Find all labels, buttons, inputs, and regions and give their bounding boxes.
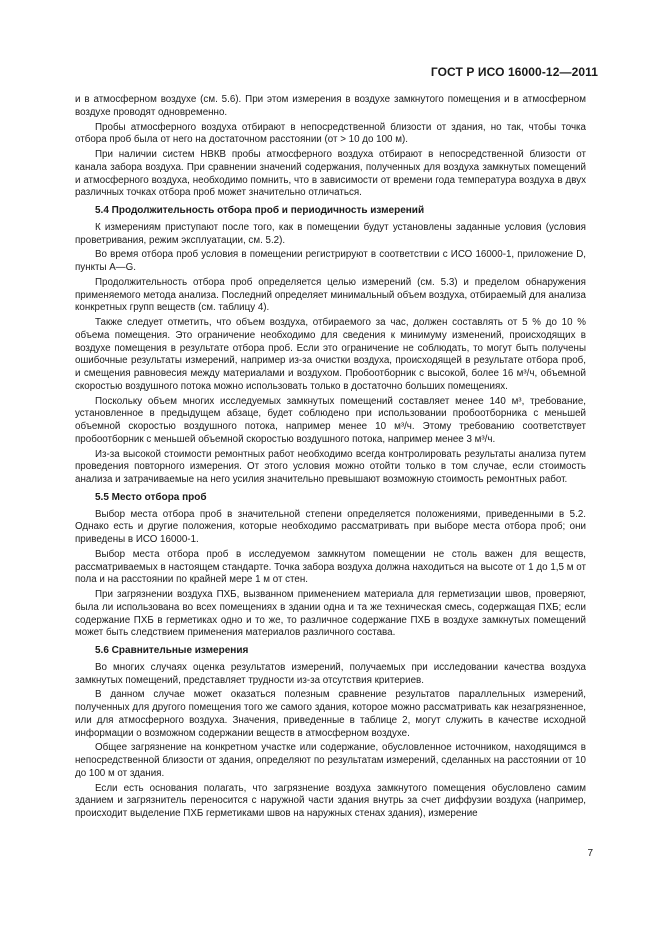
section-heading-5-6: 5.6 Сравнительные измерения [95,645,249,656]
paragraph: При загрязнении воздуха ПХБ, вызванном применением материала для герметизации швов, проверяют, была ли использована во всех помещениях в здании одна и та же техническая смесь, содержащая ПХБ; если содержание ПХБ в герметиках одно и то же, то различное содержание ПХБ в воздухе замкнутых помещений может быть следствием применения материалов различного состава. [75,589,586,639]
paragraph: В данном случае может оказаться полезным сравнение результатов параллельных измерений, полученных для другого помещения того же самого здания, которое можно рассматривать как незагрязненное, или для атмосферного воздуха. Значения, приведенные в таблице 2, могут служить в качестве исходной информации о возможном содержании веществ в атмосферном воздухе. [75,689,586,739]
paragraph: К измерениям приступают после того, как в помещении будут установлены заданные условия (условия проветривания, режим эксплуатации, см. 5.2). [75,221,586,246]
paragraph: Если есть основания полагать, что загрязнение воздуха замкнутого помещения обусловлено самим зданием и загрязнитель переносится с наружной части здания внутрь за счет диффузии воздуха (например, происходит выделение ПХБ герметиками швов на наружных стенах здания), измерение [75,782,586,819]
document-id-header: ГОСТ Р ИСО 16000-12—2011 [430,65,598,79]
paragraph: Пробы атмосферного воздуха отбирают в непосредственной близости от здания, но так, чтобы точка отбора проб была от него на достаточном расстоянии (от > 10 до 100 м). [75,121,586,146]
document-body [75,94,586,823]
paragraph: Общее загрязнение на конкретном участке или содержание, обусловленное источником, находящимся в непосредственной близости от здания, определяют по результатам измерений, сделанных на расстоянии от 10 до 100 м от здания. [75,742,586,779]
page-number: 7 [587,848,593,859]
paragraph: Продолжительность отбора проб определяется целью измерений (см. 5.3) и пределом обнаружения применяемого метода анализа. Последний определяет минимальный объем воздуха, отбираемый для анализа конкретных групп веществ (см. таблицу 4). [75,276,586,314]
paragraph: При наличии систем НВКВ пробы атмосферного воздуха отбирают в непосредственной близости от канала забора воздуха. При сравнении значений содержания, полученных для воздуха замкнутых помещений и атмосферного воздуха, необходимо помнить, что в зависимости от времени года температура воздуха в двух различных точках отбора проб может значительно отличаться. [75,149,586,199]
paragraph: Выбор места отбора проб в значительной степени определяется положениями, приведенными в 5.2. Однако есть и другие положения, которые необходимо рассматривать при выборе места отбора проб; они приведены в ИСО 16000-1. [75,508,586,545]
section-heading-5-5: 5.5 Место отбора проб [95,491,207,503]
section-heading-5-4: 5.4 Продолжительность отбора проб и периодичность измерений [95,205,425,216]
paragraph: Во время отбора проб условия в помещении регистрируют в соответствии с ИСО 16000-1, приложение D, пункты А—G. [75,249,586,273]
paragraph: Поскольку объем многих исследуемых замкнутых помещений составляет менее 140 м³, требование, установленное в предыдущем абзаце, будет соблюдено при использовании пробоотборника с меньшей объемной скоростью воздушного потока, например менее 10 м³/ч. Этому требованию соответствует пробоотборник с меньшей объемной скоростью воздушного потока, например менее 3 м³/ч. [75,395,586,445]
paragraph: Из-за высокой стоимости ремонтных работ необходимо всегда контролировать результаты анализа путем проведения повторного измерения. От этого условия можно отойти только в том случае, если стоимость анализа и затрачиваемые на него усилия значительно превышают возможную стоимость ремонтных работ. [75,448,586,485]
paragraph: Также следует отметить, что объем воздуха, отбираемого за час, должен составлять от 5 % до 10 % объема помещения. Это ограничение необходимо для сведения к минимуму изменений, происходящих в воздухе помещения в результате отбора проб. Если это ограничение не соблюдать, то могут быть получены ошибочные результаты измерений, например из-за очистки воздуха, происходящей в результате отбора проб, и смещения равновесия между материалами и воздухом. Пробоотборник с высокой, более 16 м³/ч, объемной скоростью воздушного потока можно использовать только в достаточно больших помещениях. [75,317,586,392]
paragraph: Выбор места отбора проб в исследуемом замкнутом помещении не столь важен для веществ, рассматриваемых в настоящем стандарте. Точка забора воздуха должна находиться на высоте от 1 до 1,5 м от пола и на расстоянии по крайней мере 1 м от стен. [75,548,586,586]
paragraph: и в атмосферном воздухе (см. 5.6). При этом измерения в воздухе замкнутого помещения и в атмосферном воздухе проводят одновременно. [75,94,586,118]
paragraph: Во многих случаях оценка результатов измерений, получаемых при исследовании качества воздуха замкнутых помещений, представляет трудности из-за отсутствия критериев. [75,661,586,686]
